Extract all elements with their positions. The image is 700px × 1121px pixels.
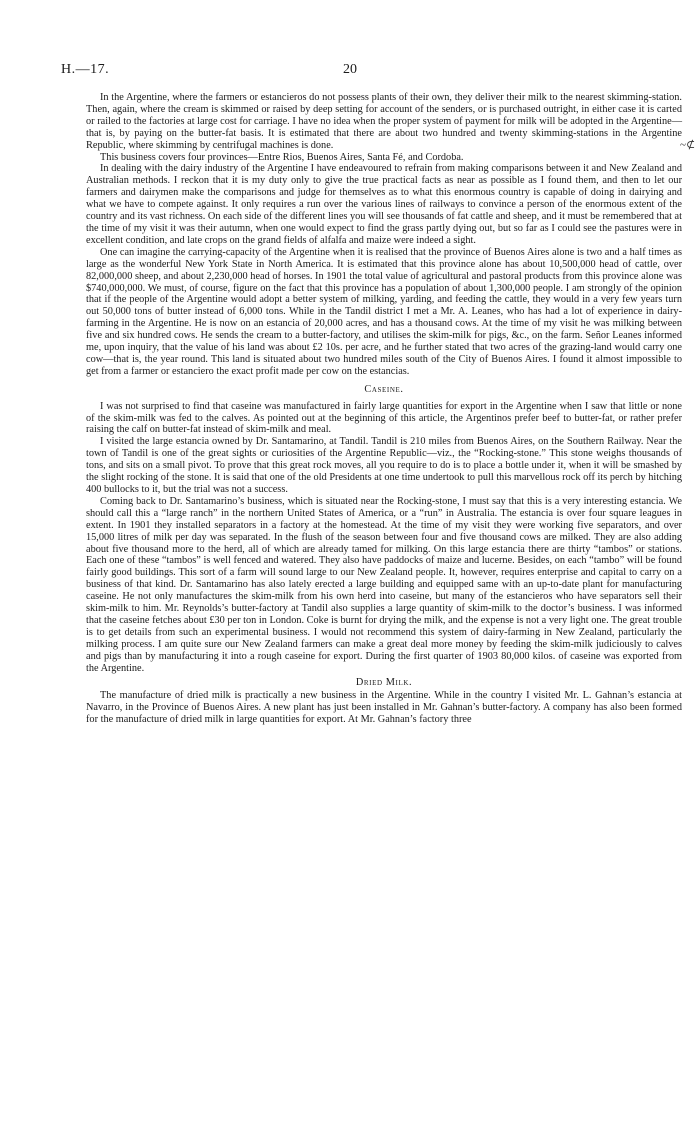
paragraph: In dealing with the dairy industry of the Argentine I have endeavoured to refrain from making comparisons between it and New Zealand and Australian methods. I reckon that it is my duty only to give the true practical facts as near as possible as I found them, and then to let our farmers and dairymen make the comparisons and judge for themselves as to what this enormous country is capable of doing in dairying and what we have to compete against. It only requires a run over the various lines of railways to convince a person of the enormous extent of the country and its vast richness. On each side of the different lines you will see thousands of fat cattle and sheep, and it must be remembered that at the time of my visit it was their autumn, when one would expect to find the grass partly dying out, but so far as I could see the pastures were in excellent condition, and late crops on the grand fields of alfalfa and maize were indeed a sight. — [86, 163, 682, 246]
paragraph: The manufacture of dried milk is practically a new business in the Argentine. While in the country I visited Mr. L. Gahnan’s estancia at Navarro, in the Province of Buenos Aires. A new plant has just been installed in Mr. Gahnan’s butter-factory. A company has also been formed for the manufacture of dried milk in large quantities for export. At Mr. Gahnan’s factory three — [86, 690, 682, 726]
article-body — [86, 92, 682, 726]
margin-annotation: ~⊄ — [680, 139, 696, 151]
page-number: 20 — [343, 62, 357, 77]
paragraph: Coming back to Dr. Santamarino’s business, which is situated near the Rocking-stone, I must say that this is a very interesting estancia. We should call this a “large ranch” in the northern United States of America, or a “run” in Australia. The estancia is over four square leagues in extent. In 1901 they installed separators in a factory at the homestead. At the time of my visit they were working five separators, and over 15,000 litres of milk per day was separated. In the flush of the season between four and five thousand cows are milked. They are also adding about five thousand more to the herd, all of which are already tamed for milking. On this large estancia there are thirty “tambos” or stations. Each one of these “tambos” is well fenced and watered. They also have paddocks of maize and lucerne. Besides, on each “tambo” will be found fairly good buildings. This sort of a farm will sound large to our New Zealand people. It, however, requires enterprise and capital to carry on a business of that kind. Dr. Santamarino has also lately erected a large building and equipped same with an up-to-date plant for manufacturing caseine. He not only manufactures the skim-milk from his own herd into caseine, but many of the estancieros who have separators sell their skim-milk to him. Mr. Reynolds’s butter-factory at Tandil also supplies a large quantity of skim-milk to the doctor’s business. I was informed that the caseine fetches about £30 per ton in London. Coke is burnt for drying the milk, and the expense is not a very light one. The great trouble is to get details from such an experimental business. I would not recommend this system of dairy-farming in New Zealand, particularly the milking process. I am quite sure our New Zealand farmers can make a great deal more money by feeding the skim-milk judiciously to calves and pigs than by manufacturing it into a rough caseine for export. During the first quarter of 1903 80,000 kilos. of caseine was exported from the Argentine. — [86, 495, 682, 674]
paragraph: This business covers four provinces—Entre Rios, Buenos Aires, Santa Fé, and Cordoba. — [100, 151, 464, 163]
document-reference: H.—17. — [61, 62, 110, 77]
paragraph: In the Argentine, where the farmers or estancieros do not possess plants of their own, they deliver their milk to the nearest skimming-station. Then, again, where the cream is skimmed or raised by deep setting for account of the senders, or is purchased outright, in either case it is carted or railed to the factories at large cost for carriage. I have no idea when the proper system of payment for milk will be adopted in the Argentine—that is, by paying on the butter-fat basis. It is estimated that there are about two hundred and twenty skimming-stations in the Argentine Republic, where skimming by centrifugal machines is done. — [86, 92, 682, 151]
section-heading-dried-milk: Dried Milk. — [355, 676, 413, 688]
paragraph: One can imagine the carrying-capacity of the Argentine when it is realised that the province of Buenos Aires alone is two and a half times as large as the wonderful New York State in North America. It is estimated that this province alone has about 10,500,000 head of cattle, over 82,000,000 sheep, and about 2,230,000 head of horses. In 1901 the total value of agricultural and pastoral products from this province alone was $740,000,000. We must, of course, figure on the fact that this province has a population of about 1,300,000 people. I am strongly of the opinion that if the people of the Argentine would adopt a better system of milking, yarding, and feeding the cattle, they would in a very few years turn out 50,000 tons of butter instead of 6,000 tons. While in the Tandil district I met a Mr. A. Leanes, who has had a lot of experience in dairy-farming in the Argentine. He is now on an estancia of 20,000 acres, and has a thousand cows. At the time of my visit he was milking between five and six hundred cows. He sends the cream to a butter-factory, and utilises the skim-milk for pigs, &c., on the farm. Señor Leanes informed me, upon inquiry, that the value of his land was about £2 10s. per acre, and he further stated that two acres of the grazing-land would carry one cow—that is, the year round. This land is situated about two hundred miles south of the City of Buenos Aires. I found it almost impossible to get from a farmer or estanciero the exact profit made per cow on the estancias. — [86, 246, 682, 377]
paragraph: I was not surprised to find that caseine was manufactured in fairly large quantities for export in the Argentine when I saw that little or none of the skim-milk was fed to the calves. As pointed out at the beginning of this article, the Argentinos prefer beef to butter-fat, or rather prefer raising the calf on butter-fat instead of skim-milk and meal. — [86, 400, 682, 436]
paragraph: I visited the large estancia owned by Dr. Santamarino, at Tandil. Tandil is 210 miles from Buenos Aires, on the Southern Railway. Near the town of Tandil is one of the great sights or curiosities of the Argentine Republic—viz., the “Rocking-stone.” This stone weighs thousands of tons, and sits on a small pivot. To prove that this great rock moves, all you require to do is to place a bottle under it, when it will be smashed by the slight rocking of the stone. It is said that one of the old Presidents at one time undertook to pull this marvellous rock off its perch by hitching 400 bullocks to it, but the trial was not a success. — [86, 436, 682, 495]
section-heading-caseine: Caseine. — [364, 383, 404, 395]
